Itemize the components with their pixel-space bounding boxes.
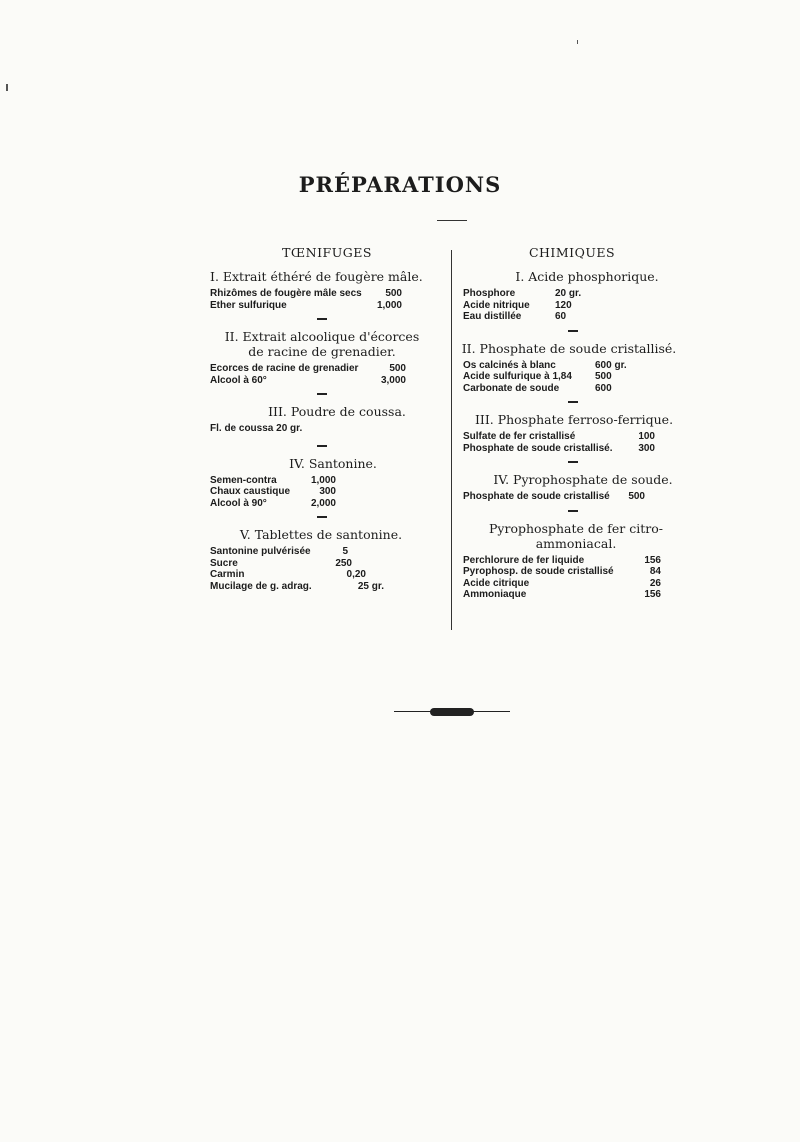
section-title: I. Extrait éthéré de fougère mâle. — [210, 269, 423, 284]
left-section-5 — [210, 527, 444, 592]
ingredient-name: Acide sulfurique à 1,84 — [463, 371, 572, 382]
ingredient-qty: 156 — [644, 589, 661, 600]
recipe-row — [463, 566, 681, 578]
section-separator — [568, 461, 578, 463]
ingredient-name: Os calcinés à blanc — [463, 359, 556, 371]
ingredient-qty: 1,000 — [310, 474, 336, 486]
page-speck — [6, 84, 8, 91]
recipe-row — [463, 443, 681, 455]
recipe-row — [463, 300, 681, 312]
ingredient-qty: 300 — [638, 442, 655, 454]
section-separator — [317, 393, 327, 395]
left-section-3 — [210, 404, 444, 435]
ingredient-name: Alcool à 60° — [210, 374, 267, 386]
right-column-header: CHIMIQUES — [528, 245, 616, 260]
recipe-row — [210, 300, 444, 312]
ornament-beads — [430, 708, 474, 716]
recipe-row — [210, 486, 444, 498]
left-column-header: TŒNIFUGES — [282, 245, 372, 260]
ingredient-qty: 300 — [319, 486, 336, 497]
section-separator — [317, 318, 327, 320]
ingredient-qty: 250 — [335, 557, 352, 569]
section-separator — [568, 401, 578, 403]
recipe-row — [463, 555, 681, 567]
column-divider — [451, 250, 452, 630]
recipe-row — [463, 431, 681, 443]
right-column — [463, 245, 681, 601]
recipe-row — [210, 546, 444, 558]
ingredient-qty: 20 gr. — [555, 288, 582, 299]
ingredient-name: Rhizômes de fougère mâle secs — [210, 288, 362, 299]
ingredient-qty: 100 — [638, 431, 655, 442]
recipe-row — [463, 383, 681, 395]
section-separator — [317, 445, 327, 447]
title-rule — [437, 220, 467, 221]
ingredient-name: Mucilage de g. adrag. — [210, 580, 312, 592]
recipe-row — [210, 363, 444, 375]
recipe-row — [210, 375, 444, 387]
right-section-5 — [463, 521, 681, 601]
ingredient-qty: 2,000 — [310, 497, 336, 509]
decorative-ornament — [394, 708, 510, 716]
ingredient-qty: 5 — [342, 546, 348, 557]
page-speck — [577, 40, 578, 44]
section-separator — [317, 516, 327, 518]
ingredient-name: Perchlorure de fer liquide — [463, 554, 585, 566]
ingredient-name: Fl. de coussa 20 gr. — [210, 423, 303, 434]
recipe-row — [463, 578, 681, 590]
recipe-row — [463, 288, 681, 300]
right-section-4 — [463, 472, 681, 503]
ingredient-name: Sulfate de fer cristallisé — [463, 431, 576, 442]
recipe-row — [210, 288, 444, 300]
ingredient-qty: 600 gr. — [595, 359, 627, 371]
ingredient-name: Carmin — [210, 569, 245, 580]
ingredient-name: Santonine pulvérisée — [210, 546, 311, 557]
ingredient-qty: 120 — [555, 299, 572, 311]
left-section-4 — [210, 456, 444, 510]
ingredient-qty: 60 — [555, 311, 567, 322]
section-separator — [568, 510, 578, 512]
section-title: II. Extrait alcoolique d'écorces de racine de grenadier. — [224, 329, 420, 359]
ingredient-name: Ammoniaque — [463, 589, 527, 600]
ingredient-qty: 1,000 — [376, 299, 402, 311]
ingredient-qty: 0,20 — [346, 569, 366, 580]
recipe-row — [463, 491, 681, 503]
left-section-1 — [210, 269, 444, 311]
ingredient-name: Acide citrique — [463, 577, 530, 589]
section-title: IV. Santonine. — [289, 455, 377, 471]
section-title: III. Poudre de coussa. — [268, 404, 406, 419]
right-section-2 — [463, 341, 681, 395]
ingredient-qty: 156 — [644, 554, 661, 566]
ingredient-name: Sucre — [210, 557, 238, 569]
ingredient-name: Ether sulfurique — [210, 299, 287, 311]
section-title: II. Phosphate de soude cristallisé. — [461, 340, 677, 356]
recipe-row — [210, 423, 444, 435]
recipe-row — [210, 498, 444, 510]
ingredient-name: Pyrophosp. de soude cristallisé — [463, 566, 614, 577]
ingredient-name: Ecorces de racine de grenadier — [210, 363, 359, 374]
ingredient-qty: 84 — [649, 566, 661, 577]
ingredient-name: Phosphate de soude cristallisé — [463, 491, 610, 502]
right-section-1 — [463, 269, 681, 323]
ingredient-name: Carbonate de soude — [463, 382, 560, 394]
ingredient-name: Semen-contra — [210, 474, 277, 486]
ingredient-name: Eau distillée — [463, 311, 522, 322]
ingredient-qty: 600 — [595, 382, 612, 394]
left-section-2 — [210, 329, 444, 386]
section-title: Pyrophosphate de fer citro-ammoniacal. — [489, 520, 663, 551]
ingredient-qty: 500 — [628, 491, 645, 502]
ingredient-qty: 500 — [385, 288, 402, 299]
section-title: V. Tablettes de santonine. — [239, 527, 403, 542]
recipe-row — [210, 475, 444, 487]
ingredient-name: Chaux caustique — [210, 486, 291, 497]
left-column — [210, 245, 444, 592]
section-separator — [568, 330, 578, 332]
recipe-row — [463, 371, 681, 383]
right-section-3 — [463, 412, 681, 454]
ingredient-qty: 500 — [595, 371, 612, 382]
ingredient-name: Phosphate de soude cristallisé. — [463, 442, 613, 454]
recipe-row — [463, 360, 681, 372]
section-title: IV. Pyrophosphate de soude. — [493, 472, 673, 487]
ingredient-name: Acide nitrique — [463, 299, 530, 311]
ingredient-name: Phosphore — [463, 288, 516, 299]
page-title: PRÉPARATIONS — [298, 172, 502, 197]
recipe-row — [210, 581, 444, 593]
recipe-row — [463, 311, 681, 323]
recipe-row — [463, 589, 681, 601]
ingredient-qty: 26 — [649, 577, 661, 589]
ingredient-qty: 25 gr. — [357, 580, 384, 592]
section-title: III. Phosphate ferroso-ferrique. — [474, 412, 674, 427]
ingredient-qty: 500 — [389, 363, 406, 374]
recipe-row — [210, 558, 444, 570]
recipe-row — [210, 569, 444, 581]
ingredient-name: Alcool à 90° — [210, 497, 267, 509]
section-title: I. Acide phosphorique. — [515, 269, 659, 284]
ingredient-qty: 3,000 — [380, 374, 406, 386]
